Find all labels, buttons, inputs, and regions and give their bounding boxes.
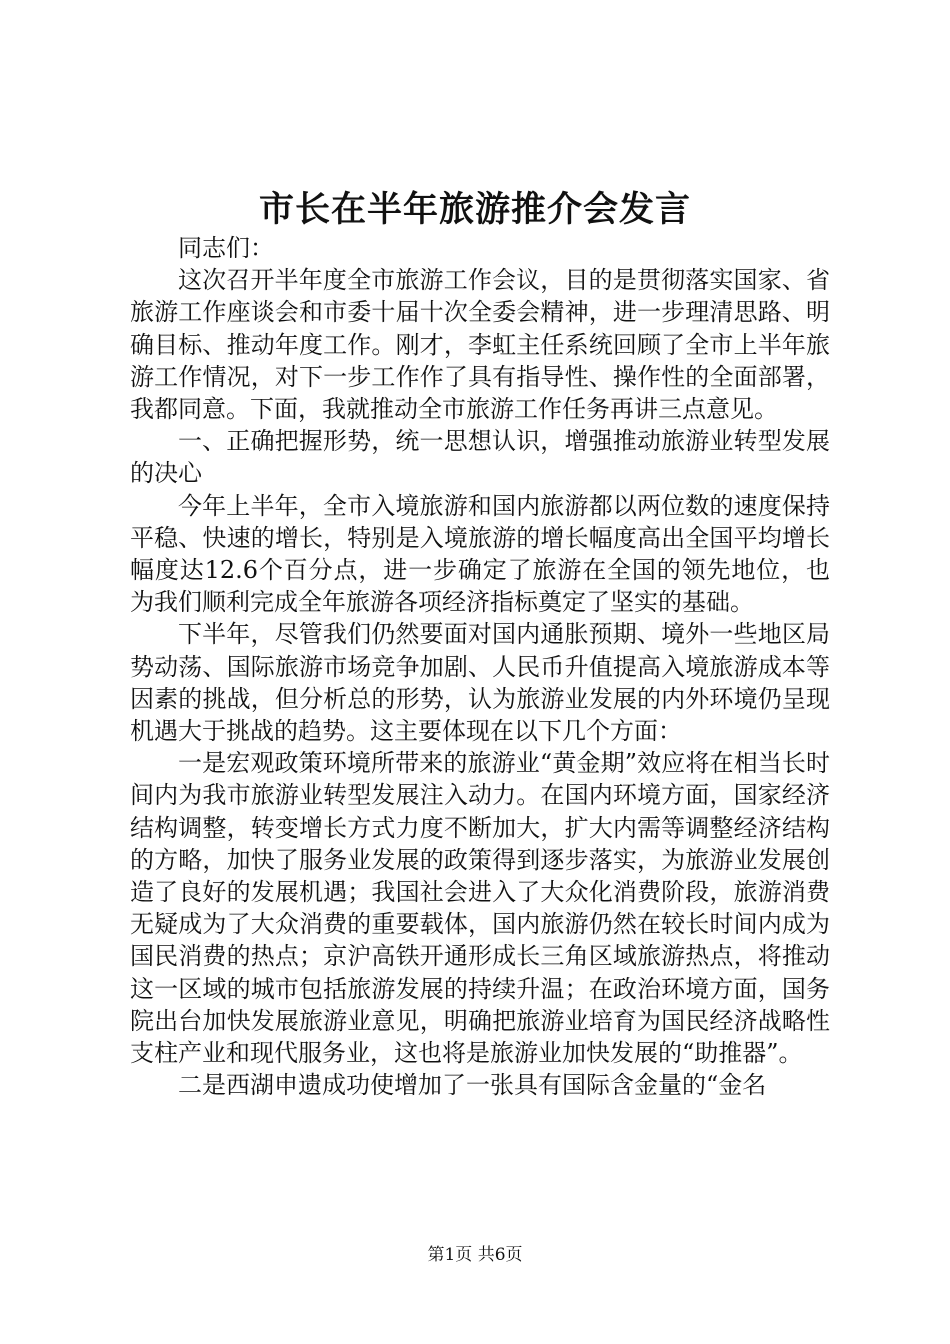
body-paragraph: 今年上半年，全市入境旅游和国内旅游都以两位数的速度保持平稳、快速的增长，特别是入境旅游的增长幅度高出全国平均增长幅度达12.6个百分点，进一步确定了旅游在全国的领先地位，也为我们顺利完成全年旅游各项经济指标奠定了坚实的基础。 (130, 491, 830, 617)
document-title: 市长在半年旅游推介会发言 (258, 189, 691, 230)
body-paragraph: 二是西湖申遗成功使增加了一张具有国际含金量的“金名 (178, 1071, 767, 1100)
salutation-paragraph: 同志们： (178, 234, 274, 262)
section-heading-1: 一、正确把握形势，统一思想认识，增强推动旅游业转型发展的决心 (130, 427, 830, 488)
body-paragraph: 一是宏观政策环境所带来的旅游业“黄金期”效应将在相当长时间内为我市旅游业转型发展注入动力。在国内环境方面，国家经济结构调整，转变增长方式力度不断加大，扩大内需等调整经济结构的方略，加快了服务业发展的政策得到逐步落实，为旅游业发展创造了良好的发展机遇；我国社会进入了大众化消费阶段，旅游消费无疑成为了大众消费的重要载体，国内旅游仍然在较长时间内成为国民消费的热点；京沪高铁开通形成长三角区域旅游热点，将推动这一区域的城市包括旅游发展的持续升温；在政治环境方面，国务院出台加快发展旅游业意见，明确把旅游业培育为国民经济战略性支柱产业和现代服务业，这也将是旅游业加快发展的“助推器”。 (130, 749, 830, 1068)
document-body (130, 232, 830, 1101)
intro-paragraph: 这次召开半年度全市旅游工作会议，目的是贯彻落实国家、省旅游工作座谈会和市委十届十次全委会精神，进一步理清思路、明确目标、推动年度工作。刚才，李虹主任系统回顾了全市上半年旅游工作情况，对下一步工作作了具有指导性、操作性的全面部署，我都同意。下面，我就推动全市旅游工作任务再讲三点意见。 (130, 266, 830, 424)
page-footer: 第1页 共6页 (427, 1245, 523, 1265)
body-paragraph: 下半年，尽管我们仍然要面对国内通胀预期、境外一些地区局势动荡、国际旅游市场竞争加剧、人民币升值提高入境旅游成本等因素的挑战，但分析总的形势，认为旅游业发展的内外环境仍呈现机遇大于挑战的趋势。这主要体现在以下几个方面： (130, 620, 830, 746)
